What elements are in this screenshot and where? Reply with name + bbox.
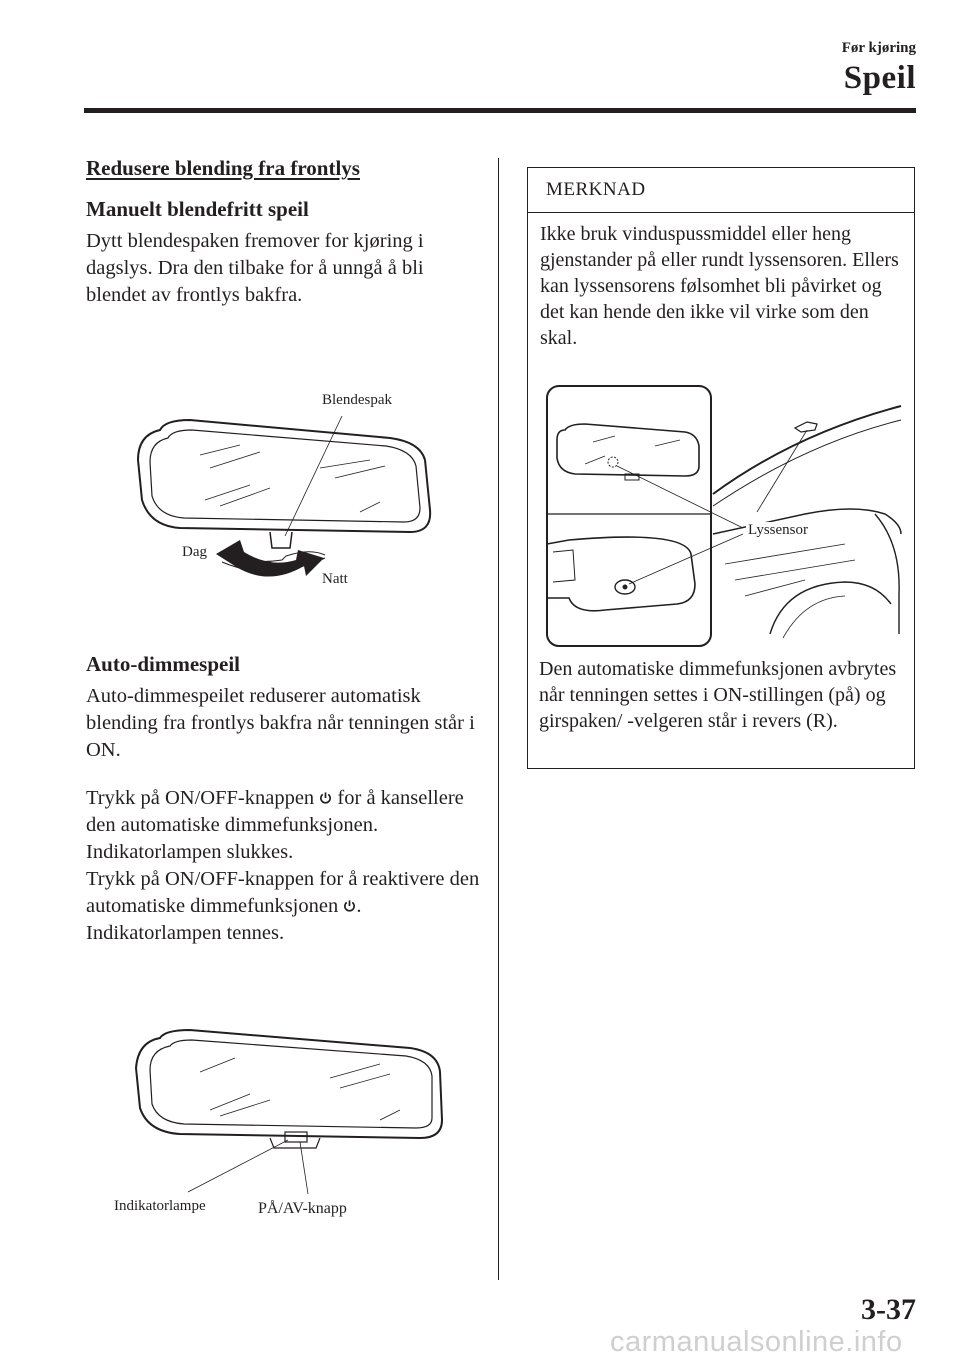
power-icon — [343, 899, 356, 913]
manual-mirror-heading: Manuelt blendefritt speil — [86, 197, 309, 221]
sensor-figure — [545, 384, 905, 648]
auto-dimming-text: Auto-dimmespeilet reduserer automatisk blending fra frontlys bakfra når tenningen står i ON. — [86, 685, 475, 761]
section-label: Før kjøring — [841, 40, 916, 56]
lever-label: Blendespak — [322, 392, 392, 408]
note-text-2: Den automatiske dimmefunksjonen avbrytes når tenningen settes i ON-stillingen (på) og girspaken/ -velgeren står i revers (R). — [539, 658, 897, 732]
leader-line — [300, 1142, 308, 1194]
watermark: carmanualsonline.info — [610, 1326, 903, 1358]
page-title: Speil — [843, 60, 916, 96]
auto-dimming-section — [86, 652, 486, 947]
night-label: Natt — [322, 571, 348, 587]
power-icon — [319, 791, 332, 805]
auto-mirror-figure — [120, 1020, 450, 1200]
arrow-icon — [216, 540, 324, 577]
leader-line — [757, 430, 807, 512]
manual-mirror-figure — [120, 380, 460, 600]
leader-line — [188, 1140, 288, 1192]
leader-line — [629, 534, 743, 584]
header-rule — [84, 108, 916, 113]
auto-dimming-heading: Auto-dimmespeil — [86, 652, 240, 676]
indicator-label: Indikatorlampe — [114, 1198, 206, 1214]
note-text: Ikke bruk vinduspussmiddel eller heng gjenstander på eller rundt lyssensoren. Ellers kan lyssensorens følsomhet bli påvirket og det kan hende den ikke vil virke som den skal. — [540, 223, 899, 349]
day-label: Dag — [182, 544, 207, 560]
mirror-back-illustration — [547, 537, 695, 611]
manual-mirror-text: Dytt blendespaken fremover for kjøring i dagslys. Dra den tilbake for å unngå å bli blendet av frontlys bakfra. — [86, 230, 424, 306]
auto-dimming-instructions: Trykk på ON/OFF-knappen for å kansellere den automatiske dimmefunksjonen. Indikatorlampen slukkes. Trykk på ON/OFF-knappen for å reaktivere den automatiske dimmefunksjonen . Indikatorlampen tennes. — [86, 787, 480, 944]
leader-line — [285, 416, 342, 536]
note-title: MERKNAD — [528, 168, 914, 213]
button-label: PÅ/AV-knapp — [258, 1200, 347, 1217]
column-divider — [498, 158, 499, 1280]
left-column — [86, 156, 486, 309]
mirror-illustration — [136, 1030, 442, 1148]
sensor-label: Lyssensor — [748, 522, 808, 538]
page-number: 3-37 — [861, 1293, 916, 1326]
section-heading: Redusere blending fra frontlys — [86, 156, 360, 180]
